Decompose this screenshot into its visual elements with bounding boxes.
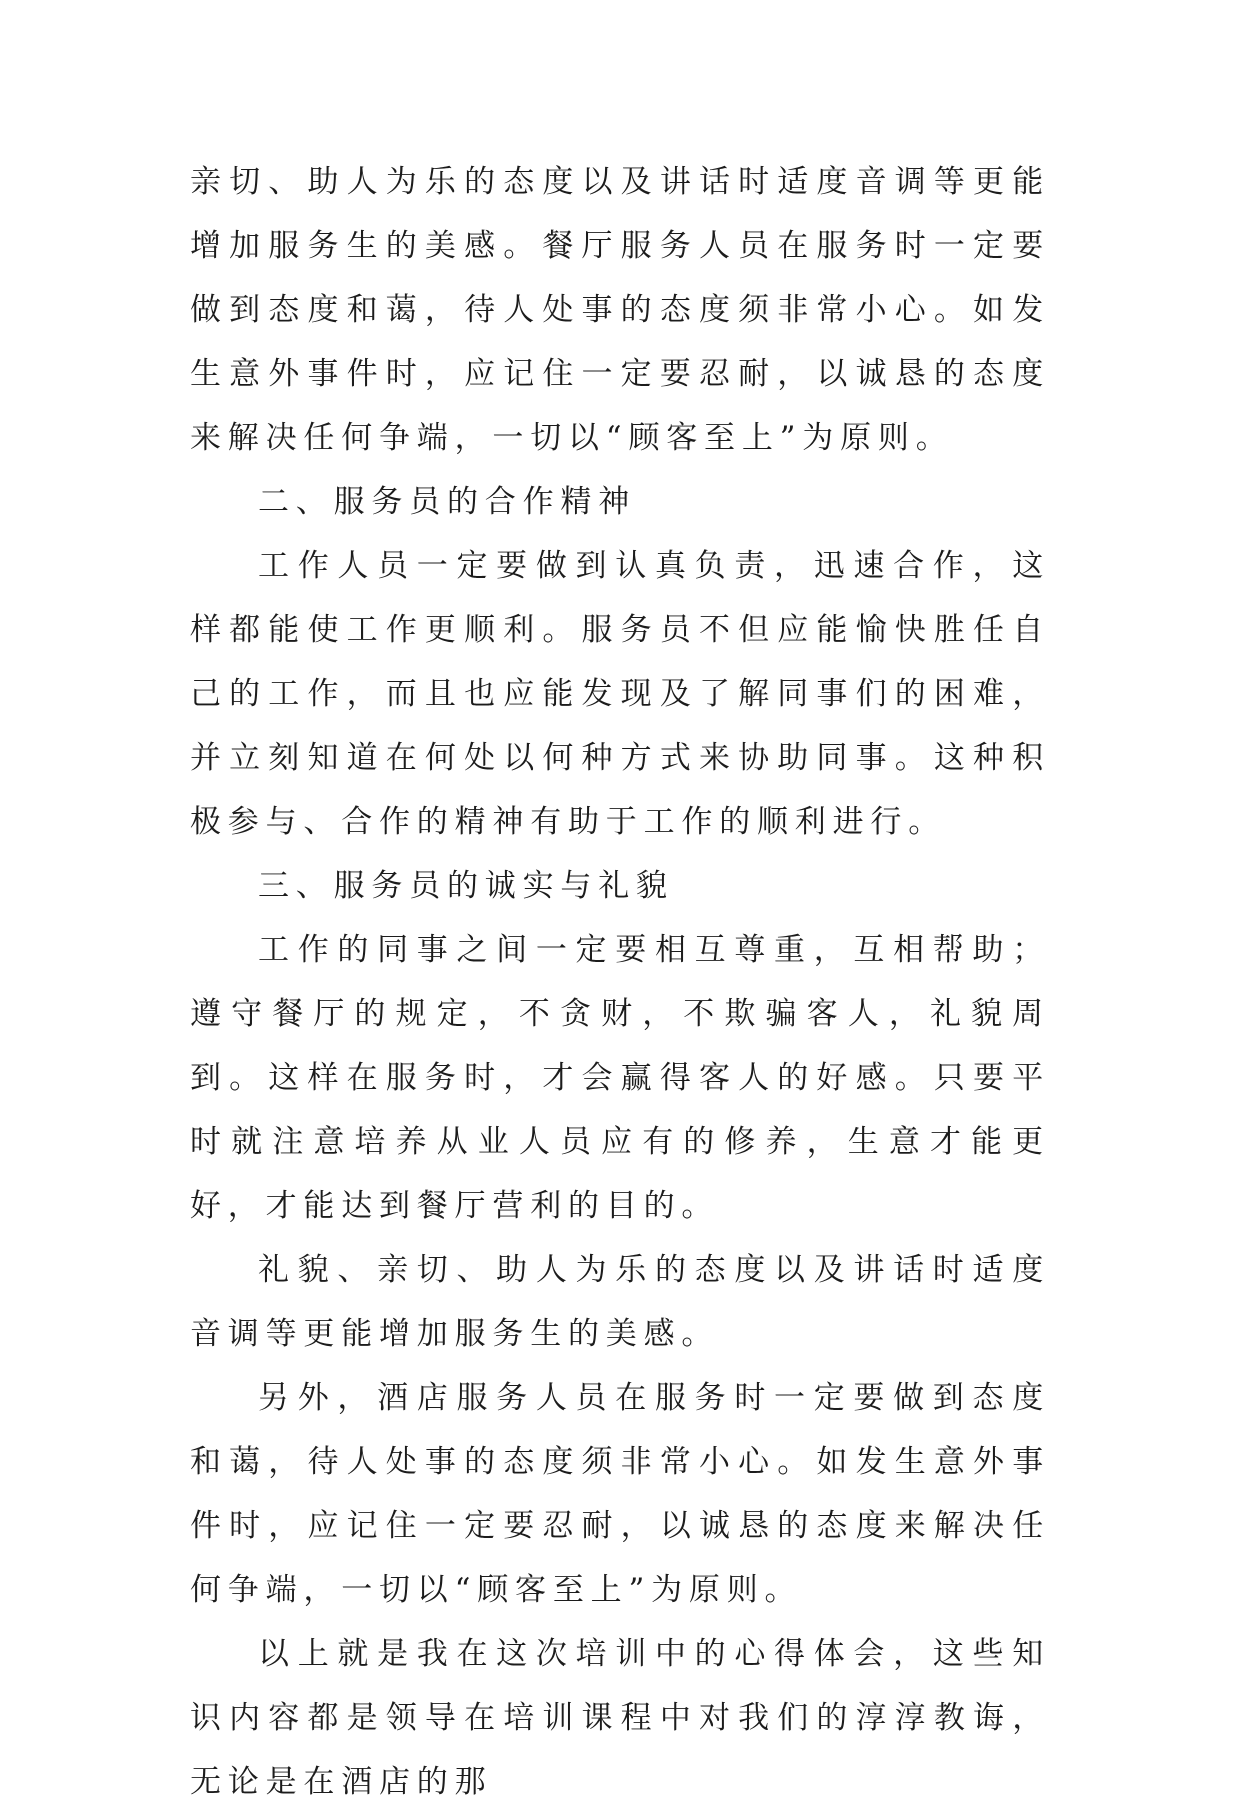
- section-heading-honesty: 三、服务员的诚实与礼貌: [258, 868, 674, 904]
- paragraph-courtesy: 礼貌、亲切、助人为乐的态度以及讲话时适度音调等更能增加服务生的美感。: [190, 1252, 1050, 1352]
- paragraph-honesty: 工作的同事之间一定要相互尊重，互相帮助；遵守餐厅的规定，不贪财，不欺骗客人，礼貌周到。这样在服务时，才会赢得客人的好感。只要平时就注意培养从业人员应有的修养，生意才能更好，才能达到餐厅营利的目的。: [190, 932, 1050, 1224]
- section-heading-cooperation: 二、服务员的合作精神: [258, 484, 636, 520]
- paragraph-conclusion: 以上就是我在这次培训中的心得体会，这些知识内容都是领导在培训课程中对我们的淳淳教诲，无论是在酒店的那: [190, 1636, 1050, 1800]
- paragraph-cooperation: 工作人员一定要做到认真负责，迅速合作，这样都能使工作更顺利。服务员不但应能愉快胜任自己的工作，而且也应能发现及了解同事们的困难，并立刻知道在何处以何种方式来协助同事。这种积极参与、合作的精神有助于工作的顺利进行。: [190, 548, 1050, 840]
- paragraph-hotel-attitude: 另外，酒店服务人员在服务时一定要做到态度和蔼，待人处事的态度须非常小心。如发生意外事件时，应记住一定要忍耐，以诚恳的态度来解决任何争端，一切以“顾客至上”为原则。: [190, 1380, 1050, 1608]
- paragraph-1: 亲切、助人为乐的态度以及讲话时适度音调等更能增加服务生的美感。餐厅服务人员在服务时一定要做到态度和蔼，待人处事的态度须非常小心。如发生意外事件时，应记住一定要忍耐，以诚恳的态度来解决任何争端，一切以“顾客至上”为原则。: [190, 164, 1050, 456]
- document-body: [190, 150, 1050, 1814]
